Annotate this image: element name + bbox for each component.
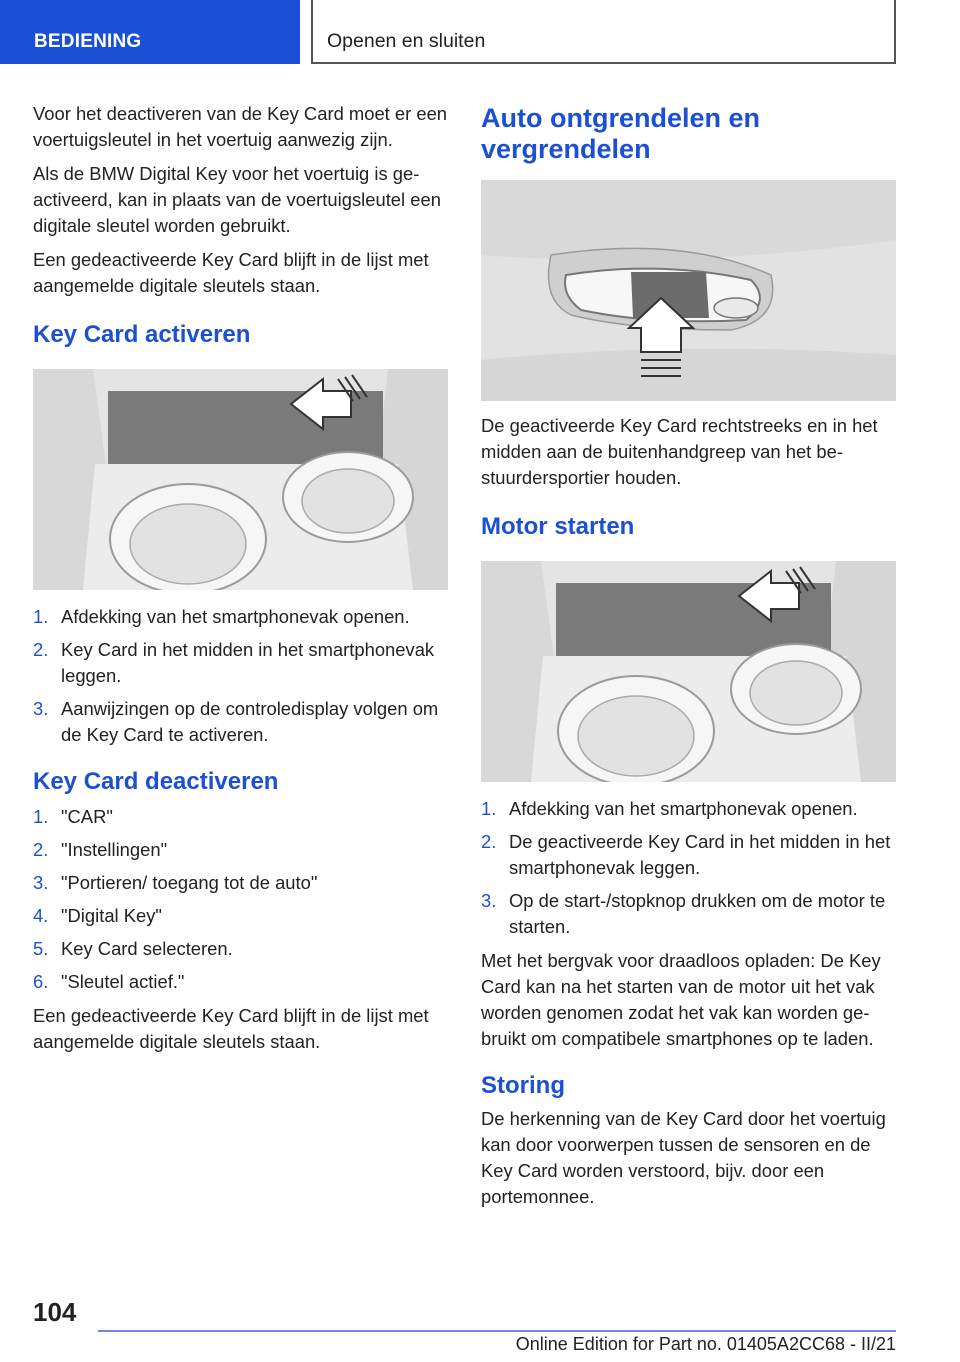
list-item	[33, 804, 448, 830]
fault-text: De herkenning van de Key Card door het voertuig kan door voorwerpen tussen de sensoren en de Key Card worden verstoord, bijv. door een portemonnee.	[481, 1108, 886, 1207]
heading-fault: Storing	[481, 1072, 565, 1099]
heading-engine-start: Motor starten	[481, 513, 635, 540]
step-text: Key Card in het midden in het smartphonevak leggen.	[61, 639, 435, 686]
page-number: 104	[33, 1297, 77, 1327]
step-text: "CAR"	[61, 806, 113, 827]
step-text: De geactiveerde Key Card in het midden in het smartphonevak leggen.	[509, 831, 891, 878]
section-title: BEDIENING	[34, 31, 142, 52]
list-item	[481, 888, 896, 940]
right-column	[481, 103, 896, 1218]
step-number: 3.	[33, 698, 49, 719]
list-item	[33, 969, 448, 995]
heading-key-card-deactivate: Key Card deactiveren	[33, 768, 279, 795]
step-number: 4.	[33, 905, 49, 926]
list-item	[481, 829, 896, 881]
list-item	[33, 604, 448, 630]
list-item	[481, 796, 896, 822]
step-number: 1.	[481, 798, 497, 819]
step-text: "Digital Key"	[61, 905, 162, 926]
unlock-text: De geactiveerde Key Card rechtstreeks en in het midden aan de buitenhandgreep van het bestuurdersportier houden.	[481, 415, 878, 488]
step-number: 1.	[33, 806, 49, 827]
step-text: Aanwijzingen op de controledisplay volgen om de Key Card te activeren.	[61, 698, 439, 745]
step-number: 5.	[33, 938, 49, 959]
step-text: Afdekking van het smartphonevak openen.	[61, 606, 410, 627]
left-column	[33, 101, 448, 1063]
intro-paragraph: Voor het deactiveren van de Key Card moet er een voertuigsleutel in het voertuig aanwezig zijn.	[33, 103, 448, 150]
footer-divider	[98, 1330, 896, 1332]
section-tab	[0, 0, 300, 64]
chapter-title: Openen en sluiten	[327, 30, 486, 52]
chapter-tab	[311, 0, 896, 64]
activate-steps	[33, 604, 448, 748]
edition-note: Online Edition for Part no. 01405A2CC68 - II/21	[515, 1334, 896, 1354]
start-steps	[481, 796, 896, 940]
list-item	[33, 936, 448, 962]
intro-paragraph: Als de BMW Digital Key voor het voertuig is geactiveerd, kan in plaats van de voertuigsleutel een digitale sleutel worden gebruikt.	[33, 163, 441, 236]
deactivate-steps	[33, 804, 448, 995]
step-number: 2.	[33, 839, 49, 860]
start-note: Met het bergvak voor draadloos opladen: De Key Card kan na het starten van de motor uit het vak worden genomen zodat het vak kan worden gebruikt om compatibele smartphones op te laden.	[481, 950, 881, 1049]
smartphone-tray-illustration	[481, 561, 896, 782]
heading-key-card-activate: Key Card activeren	[33, 321, 251, 348]
list-item	[33, 696, 448, 748]
heading-unlock-lock: Auto ontgrendelen en vergrendelen	[481, 103, 760, 164]
step-text: Key Card selecteren.	[61, 938, 233, 959]
step-text: Afdekking van het smartphonevak openen.	[509, 798, 858, 819]
step-number: 6.	[33, 971, 49, 992]
smartphone-tray-illustration	[33, 369, 448, 590]
step-number: 1.	[33, 606, 49, 627]
step-text: Op de start-/stopknop drukken om de motor te starten.	[509, 890, 886, 937]
list-item	[33, 903, 448, 929]
list-item	[33, 870, 448, 896]
step-number: 2.	[481, 831, 497, 852]
step-text: "Sleutel actief."	[61, 971, 185, 992]
door-handle-illustration	[481, 180, 896, 401]
step-number: 3.	[33, 872, 49, 893]
intro-paragraph: Een gedeactiveerde Key Card blijft in de lijst met aangemelde digitale sleutels staan.	[33, 249, 429, 296]
step-text: "Instellingen"	[61, 839, 168, 860]
list-item	[33, 837, 448, 863]
step-number: 2.	[33, 639, 49, 660]
deactivate-note: Een gedeactiveerde Key Card blijft in de lijst met aangemelde digitale sleutels staan.	[33, 1005, 429, 1052]
step-number: 3.	[481, 890, 497, 911]
step-text: "Portieren/ toegang tot de auto"	[61, 872, 318, 893]
list-item	[33, 637, 448, 689]
